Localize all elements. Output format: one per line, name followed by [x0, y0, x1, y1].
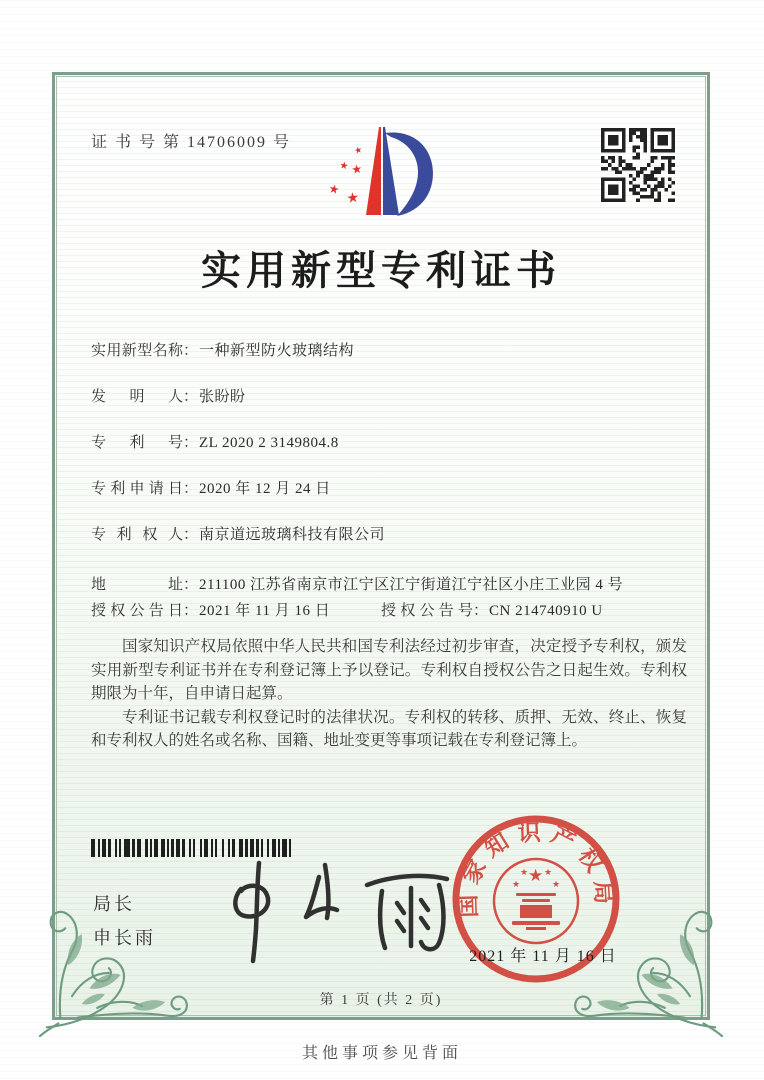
field-value: ZL 2020 2 3149804.8: [199, 435, 339, 451]
svg-text:★: ★: [544, 868, 553, 878]
field-label: 专利权人: [91, 527, 183, 543]
logo-stars: [327, 145, 363, 207]
svg-text:★: ★: [552, 880, 561, 890]
svg-text:★: ★: [512, 880, 521, 890]
field-value: 一种新型防火玻璃结构: [199, 343, 355, 359]
field-row-address: 地址：211100 江苏省南京市江宁区江宁街道江宁社区小庄工业园 4 号: [91, 571, 687, 599]
commissioner-title: 局长: [93, 894, 135, 914]
field-label: 地址: [91, 577, 183, 593]
seal-date: 2021 年 11 月 16 日: [469, 948, 617, 965]
cnipa-logo-icon: [319, 113, 443, 225]
svg-text:★: ★: [528, 866, 544, 886]
svg-text:★: ★: [327, 181, 341, 198]
seal-emblem: [494, 859, 578, 943]
certificate-title: 实用新型专利证书: [201, 248, 561, 293]
field-value: 211100 江苏省南京市江宁区江宁街道江宁社区小庄工业园 4 号: [199, 577, 624, 593]
field-row-inventor: 发明人：张盼盼: [91, 389, 246, 405]
commissioner-name: 申长雨: [93, 928, 156, 948]
certificate-number: 证 书 号 第 14706009 号: [91, 134, 292, 151]
qr-code: [601, 128, 675, 202]
certificate-border-frame: [52, 72, 710, 1020]
field-label: 专利号: [91, 435, 183, 451]
field-row-patent-no: 专利号：ZL 2020 2 3149804.8: [91, 435, 339, 451]
grant-date-cell: 授权公告日：2021 年 11 月 16 日: [91, 603, 331, 619]
certificate-body: [91, 341, 687, 753]
svg-text:★: ★: [338, 160, 350, 173]
svg-text:★: ★: [350, 161, 364, 177]
grant-no-cell: 授权公告号：CN 214740910 U: [381, 603, 603, 619]
svg-text:★: ★: [345, 189, 360, 207]
commissioner-block: [93, 887, 156, 955]
legal-paragraph-1: 国家知识产权局依照中华人民共和国专利法经过初步审查，决定授予专利权，颁发实用新型专利证书并在专利登记簿上予以登记。专利权自授权公告之日起生效。专利权期限为十年，自申请日起算。: [91, 638, 687, 702]
field-label: 专利申请日: [91, 481, 183, 497]
field-label: 实用新型名称: [91, 343, 183, 359]
legal-paragraph-2: 专利证书记载专利权登记时的法律状况。专利权的转移、质押、无效、终止、恢复和专利权人的姓名或名称、国籍、地址变更等事项记载在专利登记簿上。: [91, 708, 687, 749]
field-label: 发明人: [91, 389, 183, 405]
field-value: 南京道远玻璃科技有限公司: [199, 527, 386, 543]
field-value: 张盼盼: [199, 389, 246, 405]
field-row-name: 实用新型名称：一种新型防火玻璃结构: [91, 343, 355, 359]
field-row-filing-date: 专利申请日：2020 年 12 月 24 日: [91, 481, 331, 497]
back-side-note: 其他事项参见背面: [301, 1045, 462, 1062]
field-row-grant: [91, 601, 687, 621]
svg-text:★: ★: [353, 145, 364, 157]
page-number: 第 1 页 (共 2 页): [319, 993, 443, 1008]
commissioner-signature: [201, 855, 463, 967]
svg-text:★: ★: [520, 868, 529, 878]
field-value: 2020 年 12 月 24 日: [199, 481, 331, 497]
seal-text: 国家知识产权局: [455, 819, 617, 918]
legal-text: [91, 635, 687, 753]
field-row-patentee: 专利权人：南京道远玻璃科技有限公司: [91, 527, 386, 543]
